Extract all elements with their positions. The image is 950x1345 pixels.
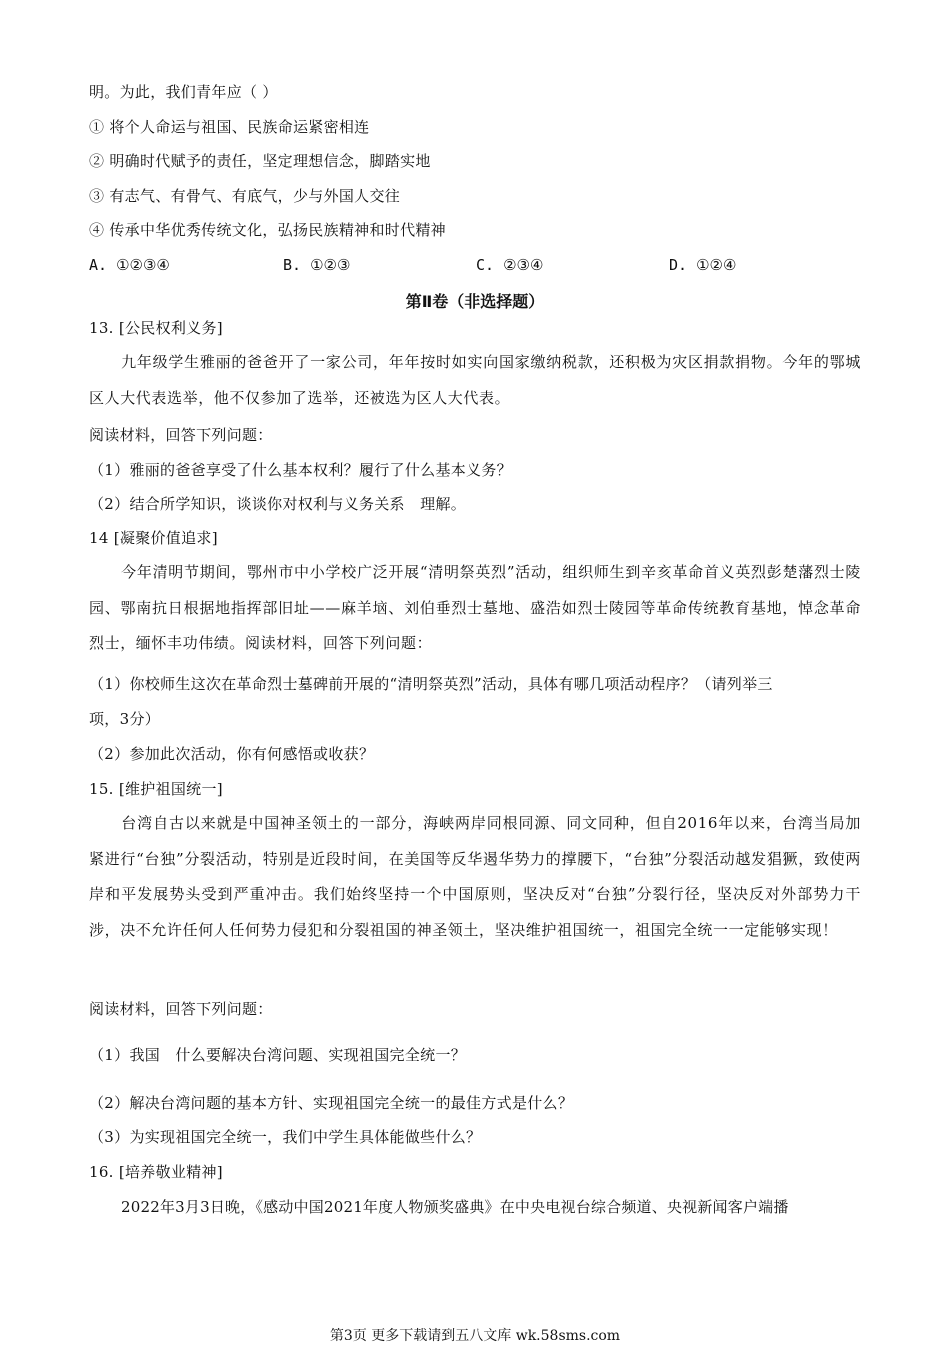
q15-question-1: （1）我国 什么要解决台湾问题、实现祖国完全统一？ — [89, 1046, 467, 1064]
q14-heading: 14 [凝聚价值追求] — [89, 529, 218, 547]
q14-question-1-line-2: 项，3分） — [89, 710, 161, 728]
q14-material-text: 今年清明节期间，鄂州市中小学校广泛开展“清明祭英烈”活动，组织师生到辛亥革命首义英烈彭楚藩烈士陵园、鄂南抗日根据地指挥部旧址——麻羊垴、刘伯垂烈士墓地、盛浩如烈士陵园等革命传统教育基地，悼念革命烈士，缅怀丰功伟绩。阅读材料，回答下列问题： — [89, 563, 861, 652]
q12-item-2: ② 明确时代赋予的责任，坚定理想信念，脚踏实地 — [89, 152, 431, 170]
q14-question-2: （2）参加此次活动，你有何感悟或收获？ — [89, 745, 375, 763]
q12-option-b: B. ①②③ — [283, 256, 351, 274]
q12-option-a: A. ①②③④ — [89, 256, 170, 274]
section-title: 第Ⅱ卷（非选择题） — [405, 292, 545, 311]
page-footer: 第3页 更多下载请到五八文库 wk.58sms.com — [329, 1328, 621, 1344]
q13-material-text: 九年级学生雅丽的爸爸开了一家公司，年年按时如实向国家缴纳税款，还积极为灾区捐款捐物。今年的鄂城区人大代表选举，他不仅参加了选举，还被选为区人大代表。 — [89, 353, 861, 407]
q13-heading: 13. [公民权利义务] — [89, 319, 223, 337]
q13-question-1: （1）雅丽的爸爸享受了什么基本权利？履行了什么基本义务？ — [89, 461, 512, 479]
q12-item-1: ① 将个人命运与祖国、民族命运紧密相连 — [89, 118, 370, 136]
q15-material — [89, 806, 861, 948]
q15-question-2: （2）解决台湾问题的基本方针、实现祖国完全统一的最佳方式是什么？ — [89, 1094, 574, 1112]
q14-material — [89, 555, 861, 662]
q16-material-start: 2022年3月3日晚，《感动中国2021年度人物颁奖盛典》在中央电视台综合频道、央视新闻客户端播 — [121, 1198, 789, 1216]
q14-question-1-line-1: （1）你校师生这次在革命烈士墓碑前开展的“清明祭英烈”活动，具体有哪几项活动程序？（请列举三 — [89, 675, 773, 693]
q13-question-2: （2）结合所学知识，谈谈你对权利与义务关系 理解。 — [89, 495, 467, 513]
q12-option-d: D. ①②④ — [669, 256, 737, 274]
q15-question-3: （3）为实现祖国完全统一，我们中学生具体能做些什么？ — [89, 1128, 482, 1146]
q12-item-4: ④ 传承中华优秀传统文化，弘扬民族精神和时代精神 — [89, 221, 446, 239]
q12-stem-end: 明。为此，我们青年应（ ） — [89, 83, 278, 101]
q13-prompt: 阅读材料，回答下列问题： — [89, 426, 273, 444]
q15-prompt: 阅读材料，回答下列问题： — [89, 1000, 273, 1018]
q16-heading: 16. [培养敬业精神] — [89, 1163, 223, 1181]
q12-item-3: ③ 有志气、有骨气、有底气，少与外国人交往 — [89, 187, 401, 205]
q15-heading: 15. [维护祖国统一] — [89, 780, 223, 798]
q13-material — [89, 345, 861, 416]
q12-option-c: C. ②③④ — [476, 256, 544, 274]
q15-material-text: 台湾自古以来就是中国神圣领土的一部分，海峡两岸同根同源、同文同种，但自2016年以来，台湾当局加紧进行“台独”分裂活动，特别是近段时间，在美国等反华遏华势力的撑腰下，“台独”分裂活动越发猖獗，致使两岸和平发展势头受到严重冲击。我们始终坚持一个中国原则，坚决反对“台独”分裂行径，坚决反对外部势力干涉，决不允许任何人任何势力侵犯和分裂祖国的神圣领土，坚决维护祖国统一，祖国完全统一一定能够实现！ — [89, 814, 861, 939]
